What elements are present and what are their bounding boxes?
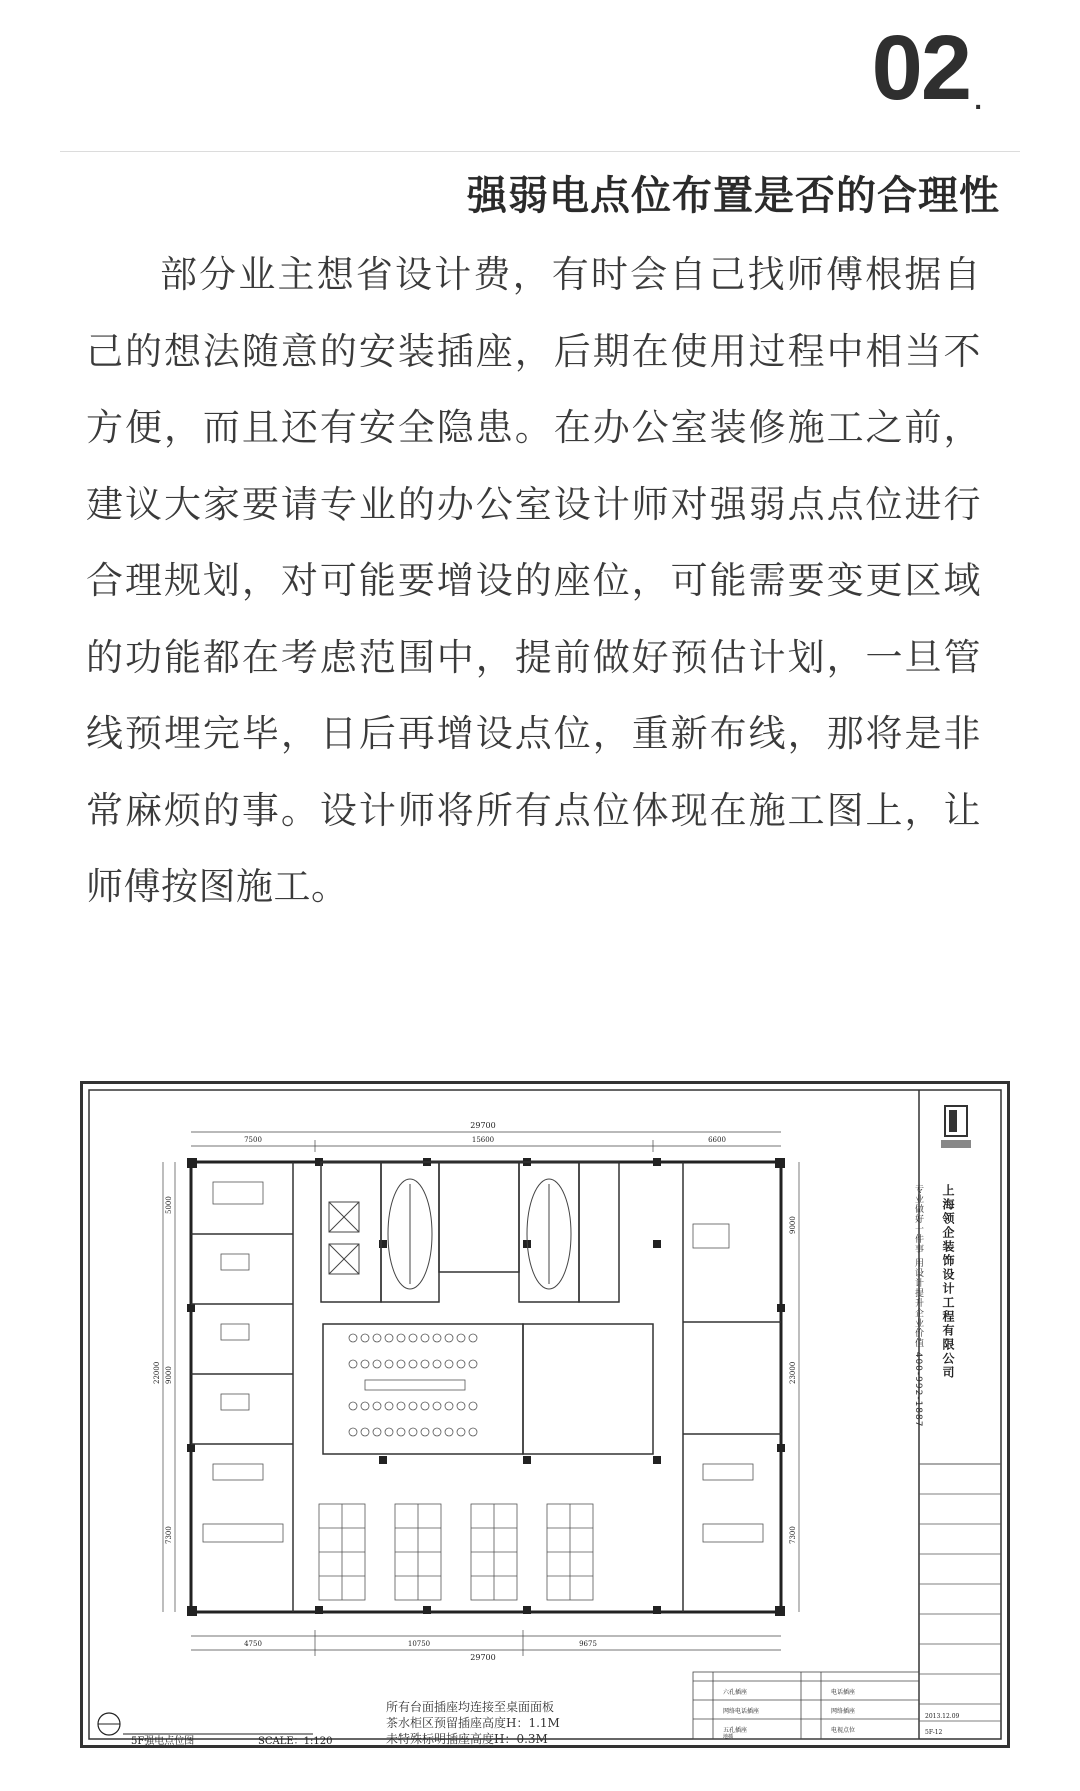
dim-top-a: 7500	[244, 1136, 262, 1144]
note-line-2: 茶水柜区预留插座高度H：1.1M	[386, 1716, 560, 1730]
drawing-date: 2013.12.09	[925, 1713, 960, 1720]
drawing-number: 5F-12	[925, 1729, 943, 1736]
legend-five-hole-socket: 五孔插座	[723, 1727, 748, 1734]
legend-network-socket: 网络插座	[831, 1708, 856, 1715]
dim-left-total: 22000	[153, 1361, 161, 1384]
section-number: 02	[871, 17, 970, 119]
floor-plan-svg	[83, 1084, 1007, 1745]
section-number-dot: .	[974, 84, 982, 115]
dim-bottom-c: 9675	[579, 1640, 597, 1648]
dim-top-total: 29700	[470, 1121, 496, 1130]
company-name: 上海领企装饰设计工程有限公司	[941, 1184, 955, 1380]
section-heading: 强弱电点位布置是否的合理性	[467, 173, 1000, 219]
dim-bottom-a: 4750	[244, 1640, 262, 1648]
plan-title: 5F强电点位图	[131, 1736, 195, 1747]
note-line-3: 未特殊标明插座高度H：0.3M	[386, 1732, 548, 1746]
company-slogan: 专业做好一件事 用设计提升企业价值 400-992-1887	[913, 1184, 923, 1428]
dim-top-c: 6600	[708, 1136, 726, 1144]
legend-network-phone-socket: 网络电话插座	[723, 1708, 760, 1715]
dim-left-c: 7300	[165, 1526, 173, 1544]
plan-scale: SCALE：1:120	[258, 1736, 333, 1747]
section-divider	[60, 151, 1020, 152]
dim-right-c: 7300	[789, 1526, 797, 1544]
dim-left-b: 9000	[165, 1366, 173, 1384]
legend-phone-socket: 电话插座	[831, 1689, 856, 1696]
body-paragraph: 部分业主想省设计费，有时会自己找师傅根据自己的想法随意的安装插座，后期在使用过程中相当不方便，而且还有安全隐患。在办公室装修施工之前，建议大家要请专业的办公室设计师对强弱点点位进行合理规划，对可能要增设的座位，可能需要变更区域的功能都在考虑范围中，提前做好预估计划，一旦管线预埋完毕，日后再增设点位，重新布线，那将是非常麻烦的事。设计师将所有点位体现在施工图上，让师傅按图施工。	[86, 253, 981, 908]
dim-right-a: 9000	[789, 1216, 797, 1234]
legend-tv-point: 电视点位	[831, 1727, 856, 1734]
dim-bottom-b: 10750	[407, 1640, 431, 1648]
dim-left-a: 5000	[165, 1196, 173, 1214]
dim-bottom-total: 29700	[470, 1653, 496, 1662]
drawing-notes	[386, 1699, 560, 1747]
dim-top-b: 15600	[471, 1136, 495, 1144]
dim-right-b: 23000	[789, 1361, 797, 1384]
floor-plan-drawing	[80, 1081, 1010, 1748]
note-line-1: 所有台面插座均连接至桌面面板	[386, 1700, 555, 1714]
legend-six-hole-socket: 六孔插座	[723, 1689, 748, 1696]
legend-floor-socket: 地插	[723, 1734, 734, 1740]
